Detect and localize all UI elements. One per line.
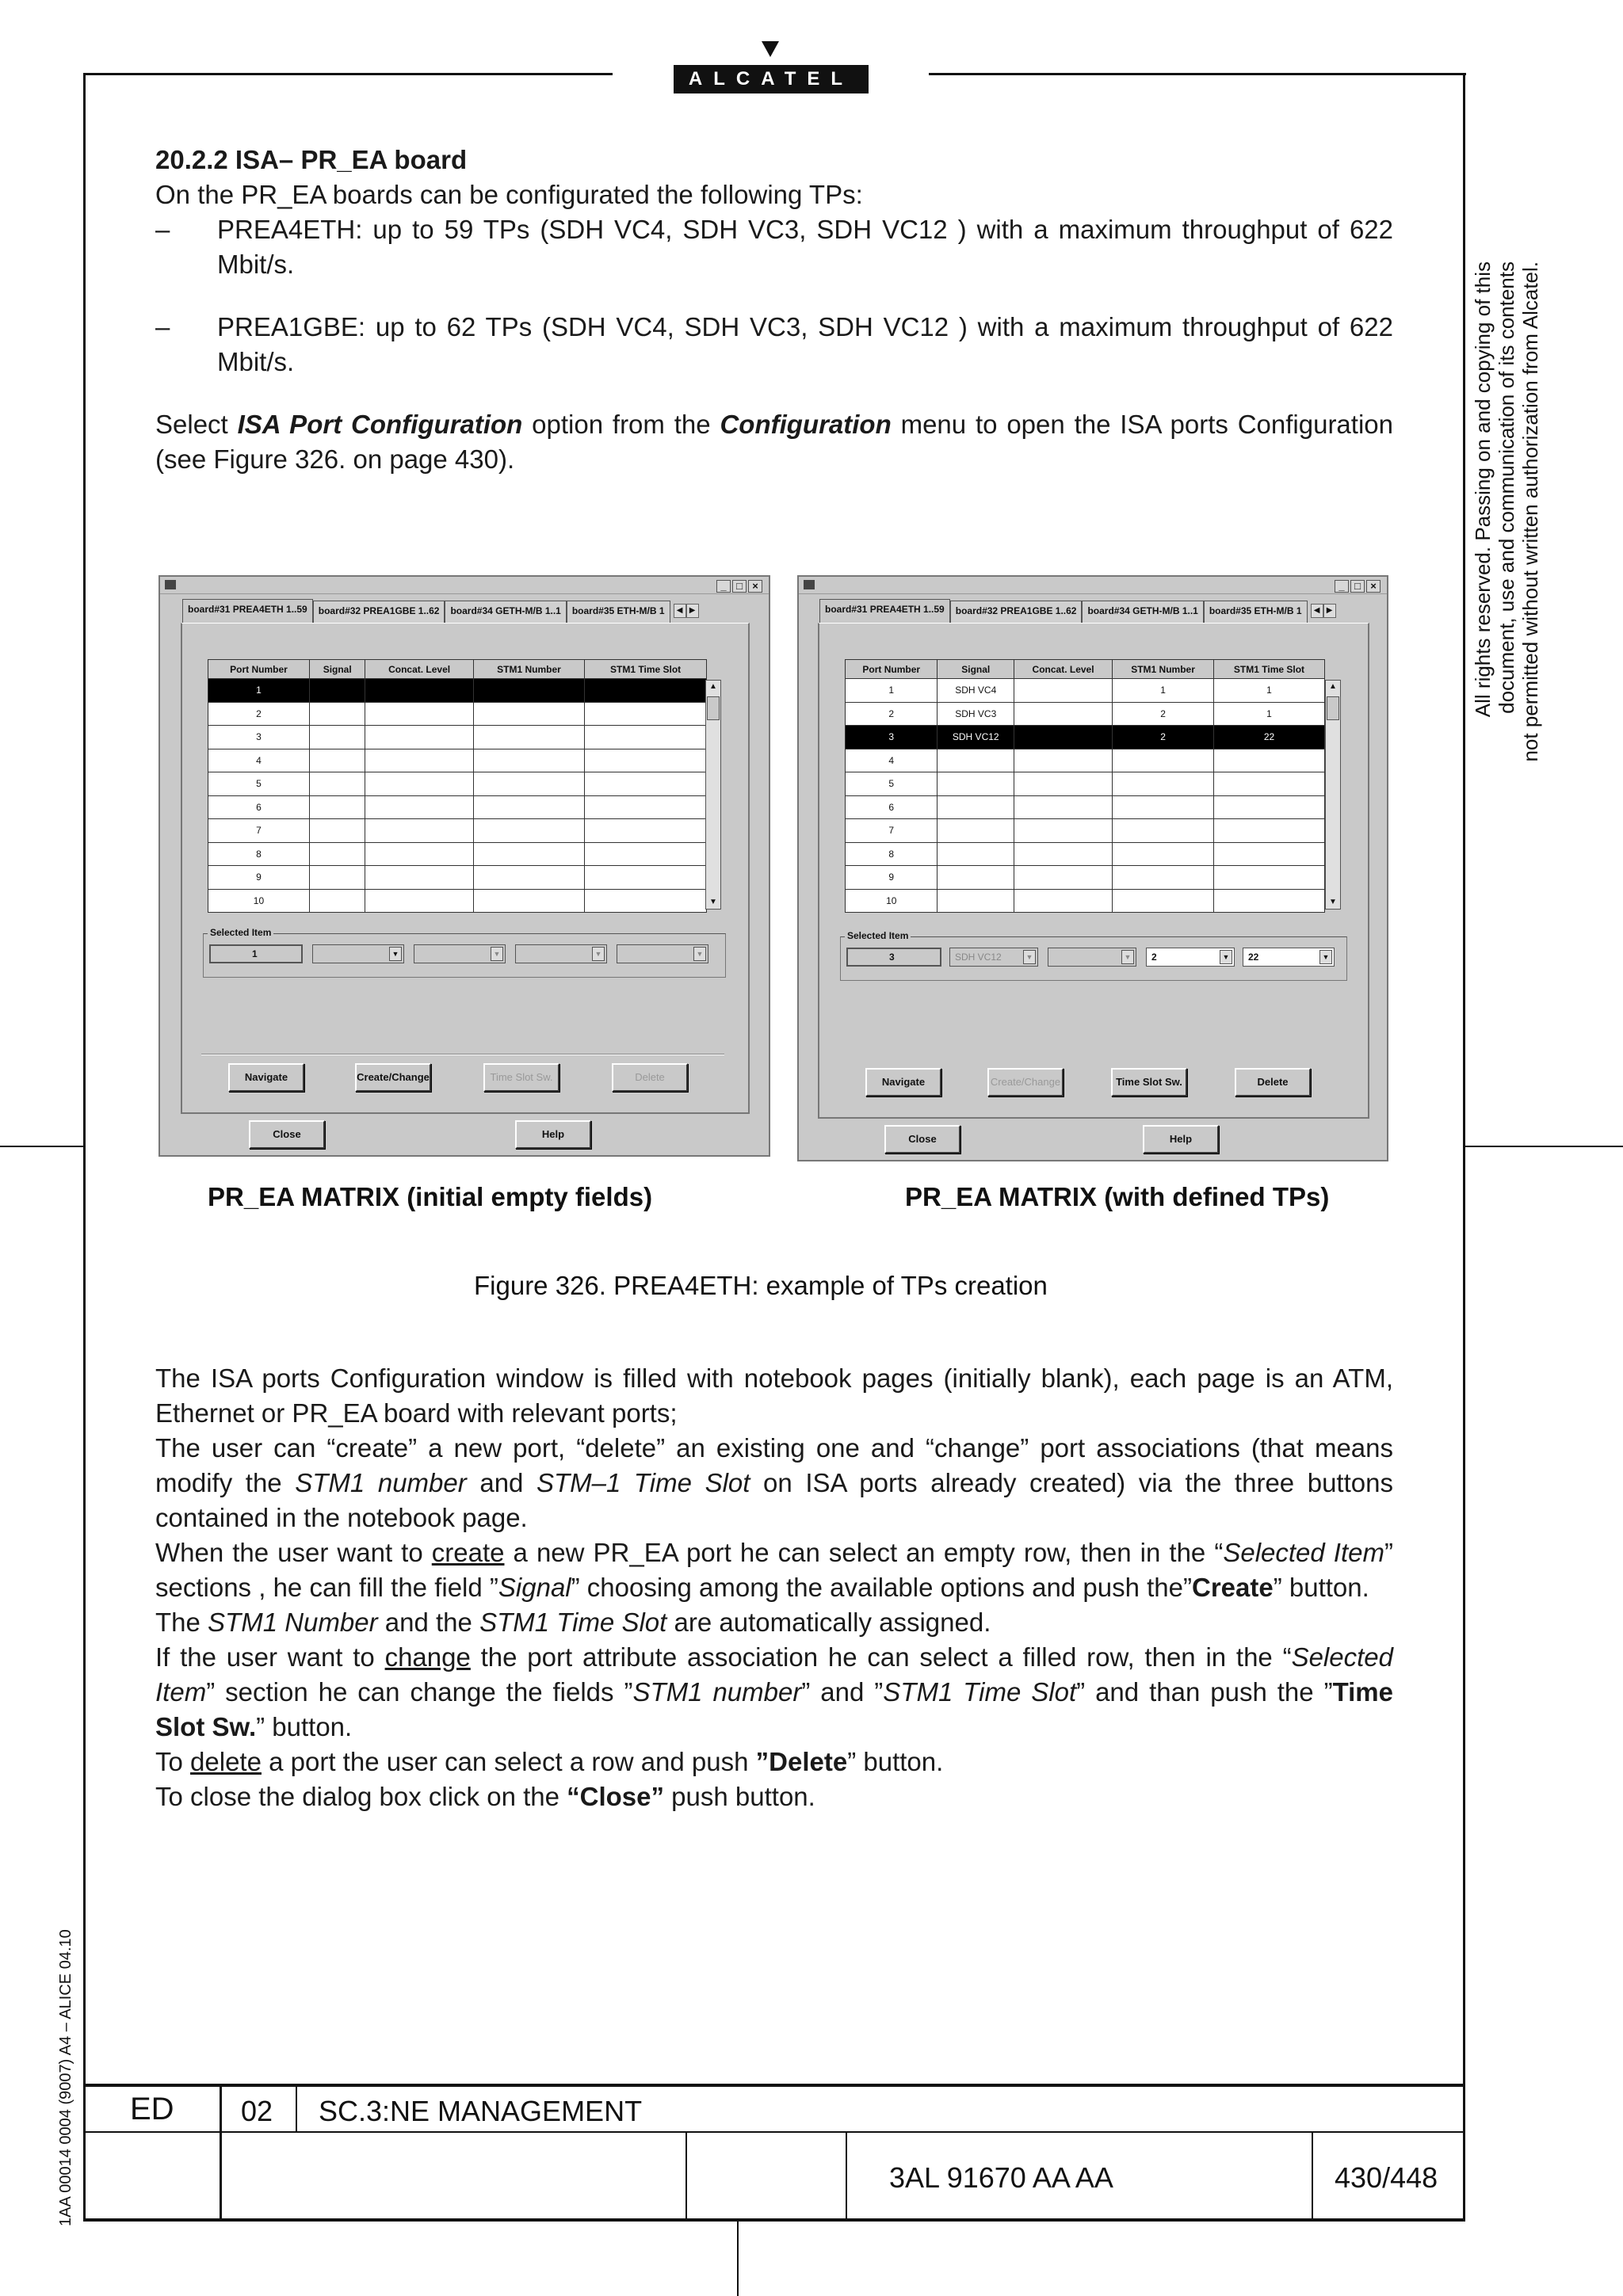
table-cell[interactable] xyxy=(585,842,707,866)
screenshot-defined-matrix xyxy=(797,575,1388,1161)
table-cell[interactable]: 7 xyxy=(208,819,310,843)
table-cell[interactable] xyxy=(1214,866,1325,890)
chevron-down-icon[interactable]: ▼ xyxy=(1121,950,1134,964)
table-cell[interactable] xyxy=(585,866,707,890)
table-cell[interactable] xyxy=(1113,889,1214,913)
table-row[interactable] xyxy=(208,749,707,772)
edition-label: ED xyxy=(130,2092,174,2126)
table-cell[interactable]: 8 xyxy=(846,842,938,866)
table-row[interactable] xyxy=(846,702,1325,726)
table-cell[interactable] xyxy=(1214,772,1325,796)
footer-divider xyxy=(296,2084,297,2133)
table-cell[interactable] xyxy=(1113,842,1214,866)
paragraph: To close the dialog box click on the “Close” push button. xyxy=(155,1782,815,1811)
table-cell[interactable] xyxy=(473,679,584,703)
table-cell[interactable] xyxy=(309,749,365,772)
close-button[interactable]: Close xyxy=(249,1120,325,1149)
footer-divider xyxy=(685,2131,687,2220)
figure-caption: Figure 326. PREA4ETH: example of TPs creation xyxy=(474,1271,1048,1300)
table-cell[interactable] xyxy=(1214,749,1325,772)
table-cell[interactable] xyxy=(365,889,473,913)
table-cell[interactable] xyxy=(1014,866,1113,890)
port-table xyxy=(208,659,707,913)
footer-divider xyxy=(1312,2131,1313,2220)
table-cell[interactable] xyxy=(473,726,584,749)
table-cell[interactable]: 1 xyxy=(1113,679,1214,703)
table-cell[interactable] xyxy=(309,726,365,749)
footer-divider xyxy=(220,2084,222,2220)
column-header[interactable]: Concat. Level xyxy=(365,660,473,679)
delete-button[interactable]: Delete xyxy=(612,1063,688,1092)
tab-board34[interactable]: board#34 GETH-M/B 1..1 xyxy=(1082,601,1203,623)
tab-board31[interactable]: board#31 PREA4ETH 1..59 xyxy=(819,599,950,623)
tab-board32[interactable]: board#32 PREA1GBE 1..62 xyxy=(313,601,445,623)
close-icon[interactable]: × xyxy=(748,580,762,593)
select-instruction: Select ISA Port Configuration option from the Configuration menu to open the ISA ports Configuration (see Figure 326. on page 430). xyxy=(155,410,1393,474)
maximize-icon[interactable]: □ xyxy=(732,580,747,593)
table-row[interactable] xyxy=(846,749,1325,772)
table-cell[interactable] xyxy=(309,702,365,726)
tab-board34[interactable]: board#34 GETH-M/B 1..1 xyxy=(445,601,566,623)
column-header[interactable]: Signal xyxy=(309,660,365,679)
scroll-up-icon[interactable]: ▲ xyxy=(709,682,717,691)
table-cell[interactable] xyxy=(938,819,1014,843)
table-cell[interactable] xyxy=(585,749,707,772)
table-row[interactable] xyxy=(208,702,707,726)
body-text xyxy=(155,1361,1393,1814)
table-scrollbar[interactable] xyxy=(1325,680,1341,910)
table-cell[interactable]: 1 xyxy=(1214,702,1325,726)
column-header[interactable]: STM1 Number xyxy=(473,660,584,679)
table-cell[interactable] xyxy=(473,889,584,913)
footer-divider xyxy=(846,2131,847,2220)
table-cell[interactable] xyxy=(938,772,1014,796)
table-cell[interactable]: 8 xyxy=(208,842,310,866)
table-cell[interactable]: SDH VC4 xyxy=(938,679,1014,703)
table-cell[interactable] xyxy=(938,866,1014,890)
signal-combo[interactable]: SDH VC12 ▼ xyxy=(949,948,1038,967)
close-button[interactable]: Close xyxy=(884,1125,960,1154)
column-header[interactable]: Port Number xyxy=(846,660,938,679)
table-cell[interactable] xyxy=(1214,889,1325,913)
tab-right-icon[interactable]: ▶ xyxy=(1323,604,1336,618)
column-header[interactable]: STM1 Time Slot xyxy=(1214,660,1325,679)
scroll-up-icon[interactable]: ▲ xyxy=(1329,682,1337,691)
table-row[interactable] xyxy=(208,726,707,749)
table-row[interactable] xyxy=(208,866,707,890)
footer-top-line xyxy=(83,2084,1465,2087)
tab-left-icon[interactable]: ◀ xyxy=(674,604,686,618)
close-icon[interactable]: × xyxy=(1366,580,1381,593)
table-cell[interactable]: 1 xyxy=(846,679,938,703)
table-cell[interactable] xyxy=(938,842,1014,866)
footer-bottom-line xyxy=(83,2218,1465,2222)
scroll-down-icon[interactable]: ▼ xyxy=(1329,898,1337,906)
footer-mid-line xyxy=(83,2131,1465,2133)
tab-board35[interactable]: board#35 ETH-M/B 1 xyxy=(567,601,670,623)
column-header[interactable]: Signal xyxy=(938,660,1014,679)
stm1-number-combo[interactable] xyxy=(515,944,607,963)
table-cell[interactable] xyxy=(1113,795,1214,819)
frame-right xyxy=(1463,73,1465,2222)
table-cell[interactable]: 2 xyxy=(208,702,310,726)
form-code: 1AA 00014 0004 (9007) A4 – ALICE 04.10 xyxy=(57,1929,74,2226)
delete-button[interactable]: Delete xyxy=(1235,1068,1311,1097)
paragraph: When the user want to create a new PR_EA port he can select an empty row, then in the “Selected Item” sections , he can fill the field ”Signal” choosing among the available options and push the”Create” button. xyxy=(155,1538,1393,1602)
table-row[interactable] xyxy=(208,819,707,843)
table-cell[interactable] xyxy=(1113,772,1214,796)
table-cell[interactable]: 5 xyxy=(846,772,938,796)
table-row[interactable] xyxy=(208,772,707,796)
chevron-down-icon[interactable]: ▼ xyxy=(1319,950,1332,964)
table-cell[interactable] xyxy=(309,842,365,866)
table-cell[interactable]: 2 xyxy=(1113,702,1214,726)
table-cell[interactable] xyxy=(473,866,584,890)
table-cell[interactable] xyxy=(1014,842,1113,866)
chevron-down-icon[interactable]: ▼ xyxy=(693,947,706,961)
frame-left xyxy=(83,73,86,2222)
selected-item-field[interactable]: 1 xyxy=(209,944,303,963)
table-cell[interactable] xyxy=(309,866,365,890)
table-cell[interactable]: 2 xyxy=(846,702,938,726)
table-cell[interactable] xyxy=(585,819,707,843)
column-header[interactable]: STM1 Time Slot xyxy=(585,660,707,679)
section-heading: 20.2.2 ISA– PR_EA board xyxy=(155,145,468,174)
table-cell[interactable] xyxy=(365,702,473,726)
table-cell[interactable] xyxy=(585,889,707,913)
table-row[interactable] xyxy=(208,795,707,819)
table-cell[interactable] xyxy=(365,819,473,843)
table-cell[interactable] xyxy=(473,842,584,866)
section-content xyxy=(155,143,1393,477)
paragraph: The ISA ports Configuration window is filled with notebook pages (initially blank), each page is an ATM, Ethernet or PR_EA board with relevant ports; xyxy=(155,1363,1393,1428)
concat-combo[interactable] xyxy=(1048,948,1136,967)
table-cell[interactable]: 9 xyxy=(208,866,310,890)
table-cell[interactable] xyxy=(1214,795,1325,819)
paragraph: The user can “create” a new port, “delete” an existing one and “change” port associations (that means modify the STM1 number and STM–1 Time Slot on ISA ports already created) via the three buttons contained in the notebook page. xyxy=(155,1433,1393,1532)
table-row[interactable] xyxy=(846,819,1325,843)
list-item: – PREA4ETH: up to 59 TPs (SDH VC4, SDH VC3, SDH VC12 ) with a maximum throughput of 622 Mbit/s. xyxy=(155,215,1393,279)
left-caption: PR_EA MATRIX (initial empty fields) xyxy=(208,1182,653,1211)
table-cell[interactable]: 10 xyxy=(846,889,938,913)
signal-combo[interactable] xyxy=(312,944,404,963)
list-item: – PREA1GBE: up to 62 TPs (SDH VC4, SDH VC3, SDH VC12 ) with a maximum throughput of 622 Mbit/s. xyxy=(155,312,1393,376)
minimize-icon[interactable]: _ xyxy=(716,580,731,593)
tab-left-icon[interactable]: ◀ xyxy=(1311,604,1323,618)
table-cell[interactable] xyxy=(473,772,584,796)
table-row[interactable] xyxy=(846,842,1325,866)
table-cell[interactable] xyxy=(309,889,365,913)
table-cell[interactable] xyxy=(309,679,365,703)
table-cell[interactable] xyxy=(309,819,365,843)
table-cell[interactable] xyxy=(1014,702,1113,726)
time-slot-combo[interactable]: 22 ▼ xyxy=(1243,948,1335,967)
table-row[interactable] xyxy=(846,679,1325,703)
table-cell[interactable]: 2 xyxy=(1113,726,1214,749)
tab-board32[interactable]: board#32 PREA1GBE 1..62 xyxy=(950,601,1083,623)
table-cell[interactable] xyxy=(585,679,707,703)
table-cell[interactable] xyxy=(1214,819,1325,843)
table-row[interactable] xyxy=(846,726,1325,749)
margin-mark-left xyxy=(0,1146,83,1147)
table-cell[interactable] xyxy=(309,795,365,819)
table-row[interactable] xyxy=(208,889,707,913)
edition-value: 02 xyxy=(241,2095,273,2127)
paragraph: To delete a port the user can select a row and push ”Delete” button. xyxy=(155,1747,944,1776)
table-row[interactable] xyxy=(208,679,707,703)
chevron-down-icon[interactable]: ▼ xyxy=(592,947,605,961)
right-caption: PR_EA MATRIX (with defined TPs) xyxy=(905,1182,1330,1211)
table-cell[interactable] xyxy=(365,842,473,866)
stm1-number-combo[interactable]: 2 ▼ xyxy=(1146,948,1235,967)
table-cell[interactable] xyxy=(365,726,473,749)
margin-mark-right xyxy=(1465,1146,1623,1147)
screenshot-empty-matrix xyxy=(158,575,770,1157)
table-cell[interactable] xyxy=(1014,726,1113,749)
paragraph: If the user want to change the port attribute association he can select a filled row, then in the “Selected Item” section he can change the fields ”STM1 number” and ”STM1 Time Slot” and than push the ”Time Slot Sw.” button. xyxy=(155,1642,1394,1741)
page-number: 430/448 xyxy=(1335,2161,1438,2194)
time-slot-sw-button[interactable]: Time Slot Sw. xyxy=(483,1063,559,1092)
table-cell[interactable] xyxy=(365,749,473,772)
doc-number: 3AL 91670 AA AA xyxy=(889,2161,1113,2194)
time-slot-sw-button[interactable]: Time Slot Sw. xyxy=(1111,1068,1187,1097)
scroll-down-icon[interactable]: ▼ xyxy=(709,898,717,906)
table-cell[interactable]: 6 xyxy=(846,795,938,819)
help-button[interactable]: Help xyxy=(515,1120,591,1149)
table-cell[interactable] xyxy=(938,889,1014,913)
table-cell[interactable] xyxy=(309,772,365,796)
table-cell[interactable]: 6 xyxy=(208,795,310,819)
table-cell[interactable]: 4 xyxy=(846,749,938,772)
alcatel-logo: ALCATEL xyxy=(674,65,869,93)
time-slot-combo[interactable] xyxy=(617,944,708,963)
create-change-button[interactable]: Create/Change xyxy=(355,1063,431,1092)
table-cell[interactable] xyxy=(938,749,1014,772)
table-cell[interactable] xyxy=(1214,842,1325,866)
table-row[interactable] xyxy=(846,772,1325,796)
frame-top-right xyxy=(929,73,1466,75)
selected-item-label: Selected Item xyxy=(208,927,273,938)
window-icon xyxy=(804,580,815,589)
doc-title: SC.3:NE MANAGEMENT xyxy=(319,2095,643,2127)
concat-combo[interactable] xyxy=(414,944,506,963)
table-cell[interactable]: 4 xyxy=(208,749,310,772)
table-row[interactable] xyxy=(846,795,1325,819)
table-cell[interactable] xyxy=(365,795,473,819)
table-cell[interactable] xyxy=(585,772,707,796)
table-cell[interactable] xyxy=(473,795,584,819)
table-cell[interactable] xyxy=(585,726,707,749)
navigate-button[interactable]: Navigate xyxy=(228,1063,304,1092)
column-header[interactable]: Port Number xyxy=(208,660,310,679)
chevron-down-icon[interactable]: ▼ xyxy=(1220,950,1232,964)
copyright-note: All rights reserved. Passing on and copying of this document, use and communication of its contents not permitted without written authorization from Alcatel. xyxy=(1471,261,1542,762)
table-cell[interactable]: 7 xyxy=(846,819,938,843)
table-cell[interactable]: 3 xyxy=(208,726,310,749)
window-icon xyxy=(165,580,176,589)
frame-top-left xyxy=(83,73,613,75)
table-cell[interactable] xyxy=(473,749,584,772)
table-cell[interactable] xyxy=(473,702,584,726)
table-cell[interactable] xyxy=(365,679,473,703)
tab-board35[interactable]: board#35 ETH-M/B 1 xyxy=(1204,601,1308,623)
table-cell[interactable] xyxy=(1014,795,1113,819)
help-button[interactable]: Help xyxy=(1143,1125,1219,1154)
table-cell[interactable] xyxy=(585,702,707,726)
table-cell[interactable] xyxy=(1113,866,1214,890)
chevron-down-icon[interactable]: ▼ xyxy=(1023,950,1036,964)
footer-stem xyxy=(737,2222,739,2296)
table-scrollbar[interactable] xyxy=(705,680,721,910)
port-table xyxy=(845,659,1325,913)
table-cell[interactable]: 3 xyxy=(846,726,938,749)
chevron-down-icon[interactable]: ▼ xyxy=(491,947,503,961)
paragraph: The STM1 Number and the STM1 Time Slot are automatically assigned. xyxy=(155,1608,991,1637)
title-bar xyxy=(160,577,769,594)
create-change-button[interactable]: Create/Change xyxy=(987,1068,1064,1097)
table-cell[interactable]: 10 xyxy=(208,889,310,913)
table-cell[interactable] xyxy=(938,795,1014,819)
title-bar xyxy=(799,577,1387,594)
column-header[interactable]: Concat. Level xyxy=(1014,660,1113,679)
table-cell[interactable] xyxy=(1014,819,1113,843)
table-cell[interactable] xyxy=(473,819,584,843)
table-cell[interactable] xyxy=(1014,749,1113,772)
table-cell[interactable]: 5 xyxy=(208,772,310,796)
table-cell[interactable]: 1 xyxy=(1214,679,1325,703)
table-cell[interactable] xyxy=(1014,679,1113,703)
table-cell[interactable] xyxy=(1113,749,1214,772)
intro-paragraph: On the PR_EA boards can be configurated the following TPs: xyxy=(155,180,863,209)
table-row[interactable] xyxy=(846,866,1325,890)
column-header[interactable]: STM1 Number xyxy=(1113,660,1214,679)
table-row[interactable] xyxy=(208,842,707,866)
table-row[interactable] xyxy=(846,889,1325,913)
table-cell[interactable]: 22 xyxy=(1214,726,1325,749)
selected-item-field[interactable]: 3 xyxy=(846,948,941,967)
table-cell[interactable] xyxy=(1014,772,1113,796)
table-cell[interactable] xyxy=(1014,889,1113,913)
table-cell[interactable] xyxy=(585,795,707,819)
table-cell[interactable] xyxy=(1113,819,1214,843)
table-cell[interactable]: 1 xyxy=(208,679,310,703)
table-cell[interactable]: SDH VC12 xyxy=(938,726,1014,749)
table-cell[interactable] xyxy=(365,772,473,796)
table-cell[interactable]: 9 xyxy=(846,866,938,890)
tab-right-icon[interactable]: ▶ xyxy=(686,604,699,618)
minimize-icon[interactable]: _ xyxy=(1335,580,1349,593)
maximize-icon[interactable]: □ xyxy=(1350,580,1365,593)
chevron-down-icon[interactable]: ▼ xyxy=(389,947,402,961)
table-cell[interactable]: SDH VC3 xyxy=(938,702,1014,726)
table-cell[interactable] xyxy=(365,866,473,890)
divider xyxy=(201,1054,724,1055)
navigate-button[interactable]: Navigate xyxy=(865,1068,941,1097)
logo-mark-icon xyxy=(762,41,779,57)
selected-item-label: Selected Item xyxy=(845,930,911,941)
tab-board31[interactable]: board#31 PREA4ETH 1..59 xyxy=(182,599,313,623)
